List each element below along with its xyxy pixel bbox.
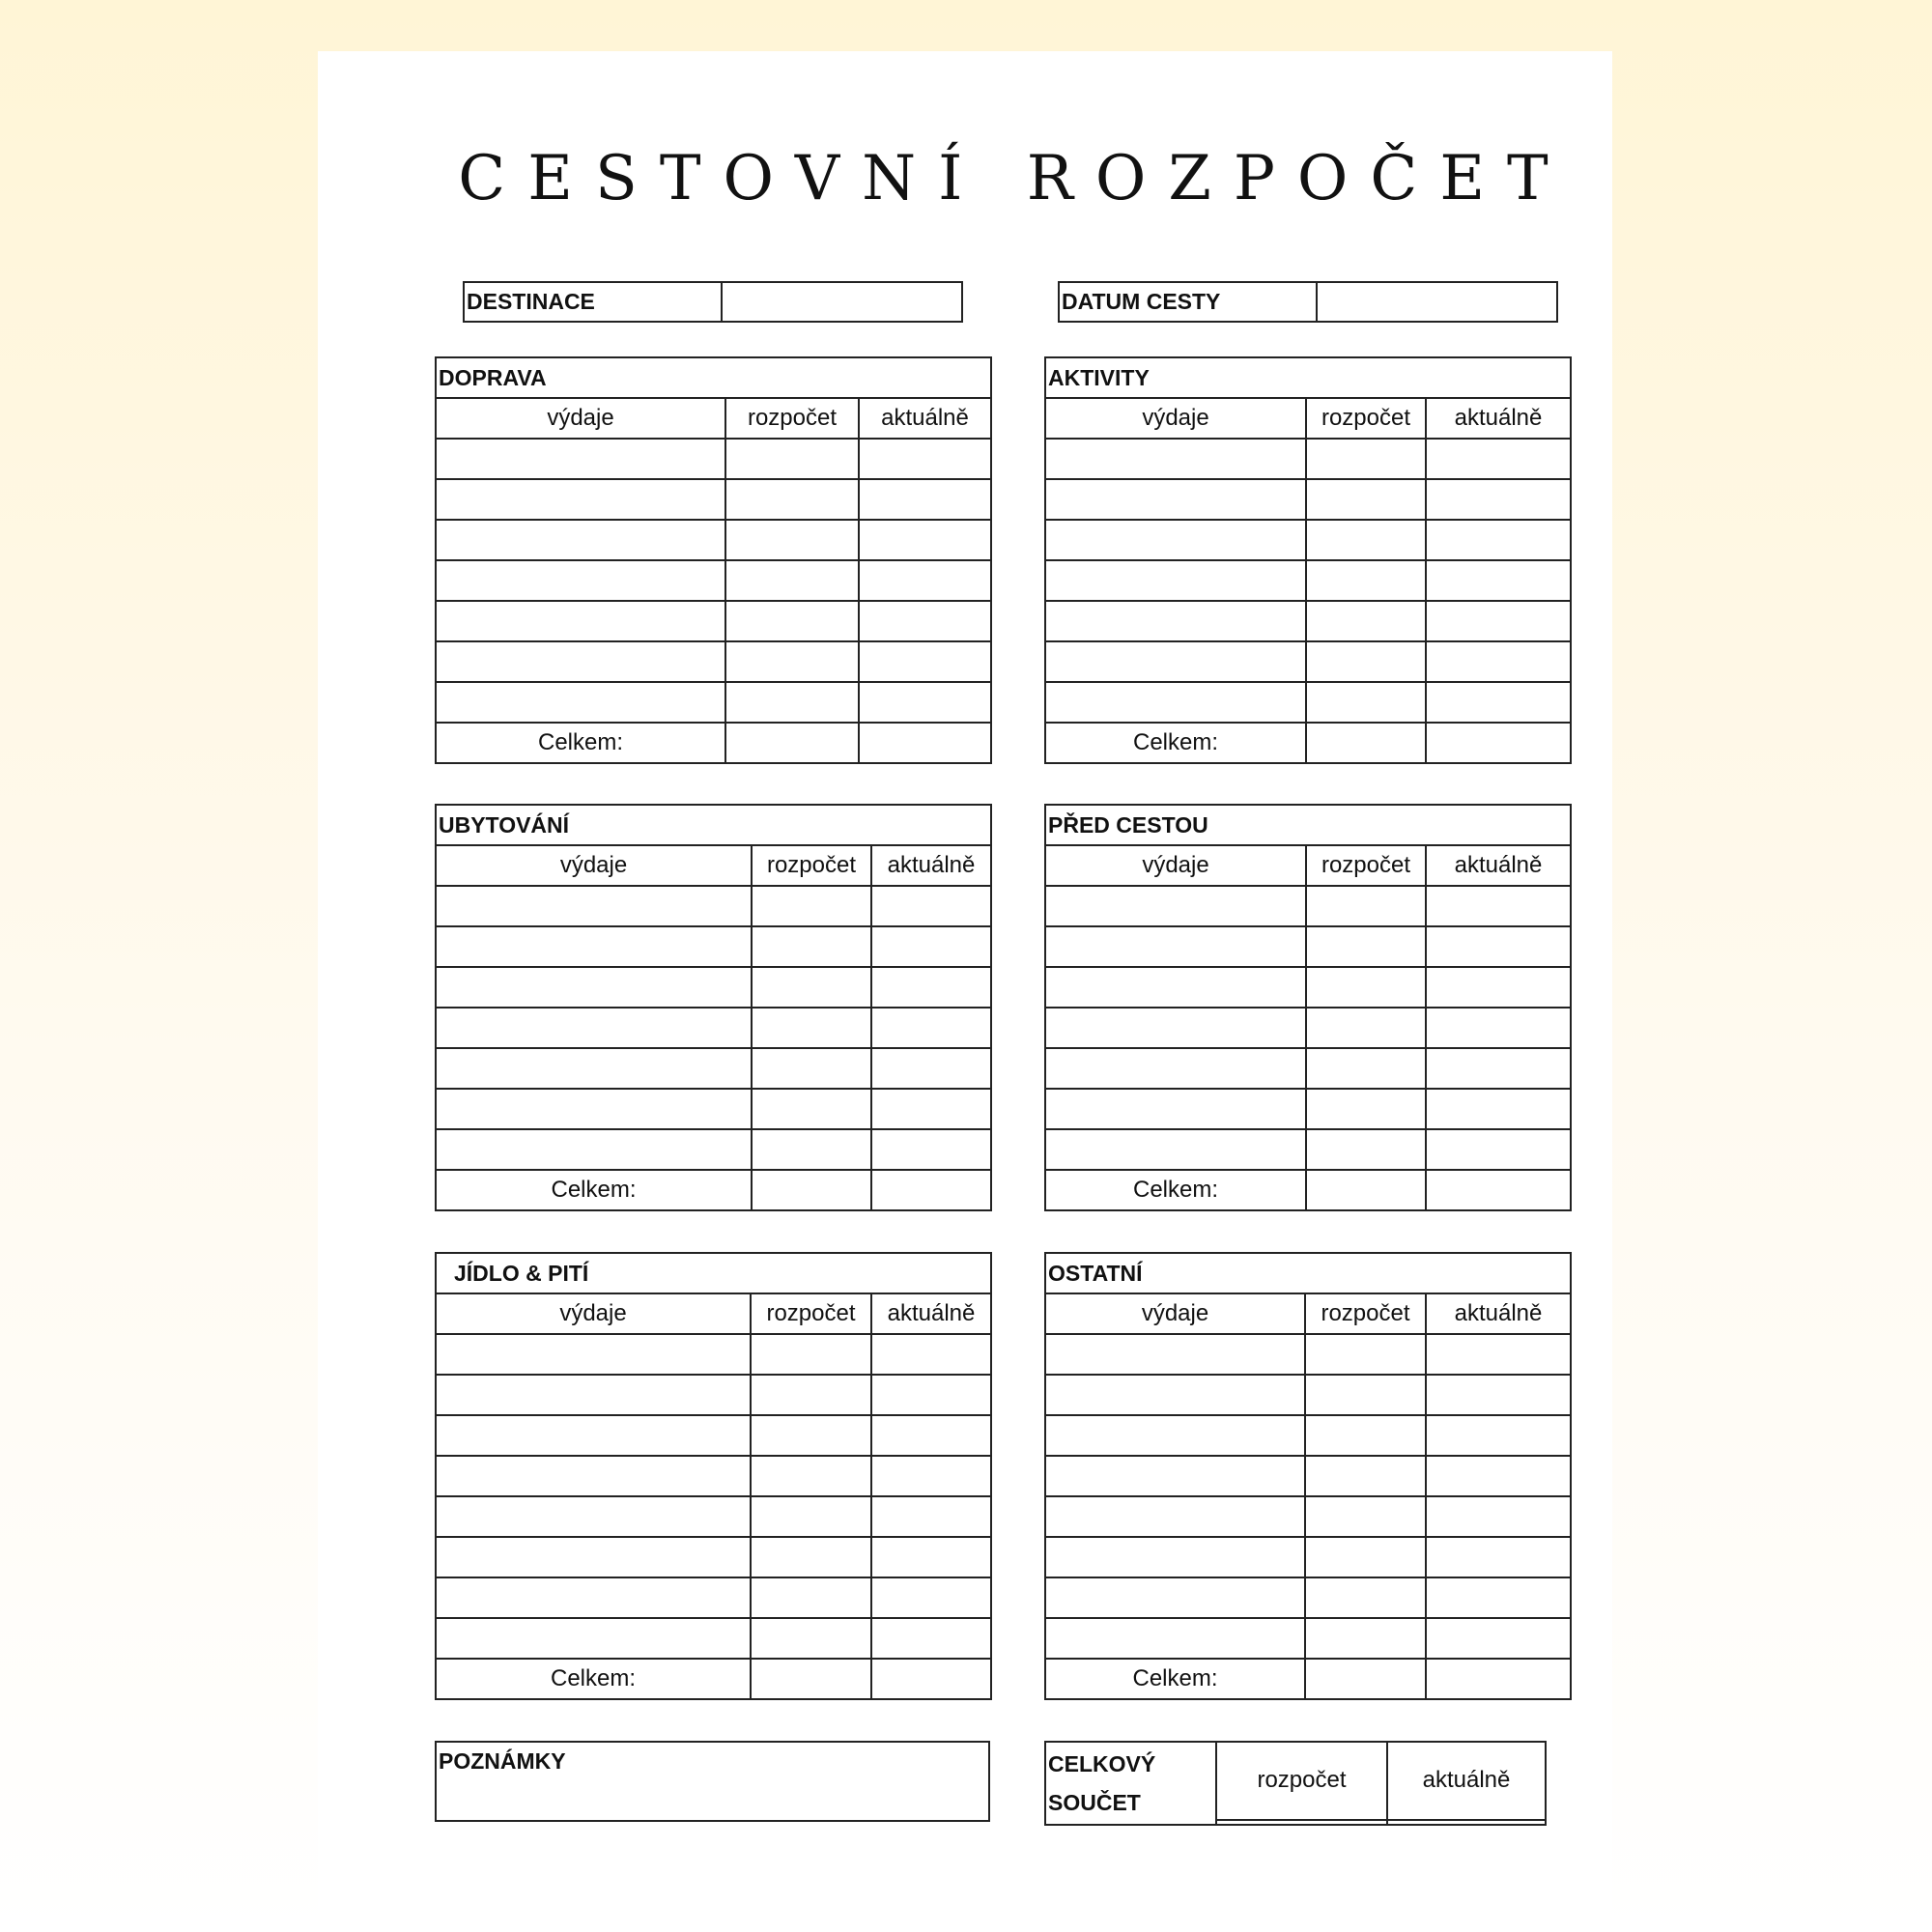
actual-cell[interactable]	[871, 1375, 991, 1415]
budget-table-accommodation	[435, 804, 992, 1211]
page-title: CESTOVNÍ ROZPOČET	[458, 143, 1571, 214]
expense-cell[interactable]	[1045, 439, 1306, 479]
actual-column-header: aktuálně	[1426, 845, 1571, 886]
budget-cell[interactable]	[752, 926, 871, 967]
actual-cell[interactable]	[1426, 1334, 1571, 1375]
actual-total-cell[interactable]	[871, 1170, 991, 1210]
table-row	[1045, 560, 1571, 601]
actual-cell[interactable]	[1426, 1375, 1571, 1415]
table-row	[436, 1008, 991, 1048]
budget-total-cell[interactable]	[1306, 723, 1426, 763]
section-title-row	[436, 357, 991, 398]
budget-cell[interactable]	[725, 439, 859, 479]
budget-cell[interactable]	[1306, 967, 1426, 1008]
table-row	[436, 439, 991, 479]
table-row	[436, 682, 991, 723]
expense-cell[interactable]	[436, 886, 752, 926]
budget-cell[interactable]	[752, 1089, 871, 1129]
notes-label: POZNÁMKY	[439, 1748, 566, 1774]
expense-cell[interactable]	[436, 1089, 752, 1129]
expense-cell[interactable]	[436, 560, 725, 601]
section-title-row	[436, 805, 991, 845]
expense-cell[interactable]	[1045, 1089, 1306, 1129]
budget-cell[interactable]	[1305, 1496, 1426, 1537]
section-title-row	[1045, 805, 1571, 845]
budget-cell[interactable]	[1306, 926, 1426, 967]
total-row	[436, 1659, 991, 1699]
budget-table-other	[1044, 1252, 1572, 1700]
actual-cell[interactable]	[1426, 1456, 1571, 1496]
actual-cell[interactable]	[1426, 1129, 1571, 1170]
actual-cell[interactable]	[1426, 641, 1571, 682]
total-label: Celkem:	[1045, 1659, 1305, 1699]
expense-cell[interactable]	[1045, 1334, 1305, 1375]
table-row	[1045, 439, 1571, 479]
expense-cell[interactable]	[436, 1618, 751, 1659]
budget-total-cell[interactable]	[725, 723, 859, 763]
expense-cell[interactable]	[1045, 1415, 1305, 1456]
budget-table-transport	[435, 356, 992, 764]
expense-cell[interactable]	[1045, 1496, 1305, 1537]
budget-cell[interactable]	[752, 967, 871, 1008]
total-label: Celkem:	[436, 1170, 752, 1210]
grand-total-label-line2: SOUČET	[1048, 1790, 1141, 1815]
section-title: UBYTOVÁNÍ	[436, 805, 991, 845]
actual-cell[interactable]	[859, 520, 991, 560]
budget-cell[interactable]	[751, 1577, 871, 1618]
expense-cell[interactable]	[436, 1415, 751, 1456]
actual-cell[interactable]	[1426, 1577, 1571, 1618]
trip-date-input[interactable]	[1318, 283, 1556, 321]
expense-cell[interactable]	[1045, 560, 1306, 601]
expense-cell[interactable]	[436, 641, 725, 682]
trip-date-field	[1058, 281, 1558, 323]
trip-date-label: DATUM CESTY	[1060, 283, 1318, 321]
expense-cell[interactable]	[1045, 1008, 1306, 1048]
budget-total-cell[interactable]	[1306, 1170, 1426, 1210]
actual-cell[interactable]	[871, 967, 991, 1008]
section-title-row	[1045, 357, 1571, 398]
actual-cell[interactable]	[1426, 439, 1571, 479]
table-row	[436, 926, 991, 967]
section-title: DOPRAVA	[436, 357, 991, 398]
actual-cell[interactable]	[1426, 1089, 1571, 1129]
section-title-row	[436, 1253, 991, 1293]
budget-cell[interactable]	[1305, 1415, 1426, 1456]
table-row	[1045, 886, 1571, 926]
expense-column-header: výdaje	[1045, 398, 1306, 439]
budget-column-header: rozpočet	[752, 845, 871, 886]
budget-column-header: rozpočet	[1306, 845, 1426, 886]
actual-cell[interactable]	[871, 1537, 991, 1577]
table-row	[1045, 520, 1571, 560]
actual-cell[interactable]	[1426, 926, 1571, 967]
budget-cell[interactable]	[751, 1375, 871, 1415]
budget-cell[interactable]	[1305, 1375, 1426, 1415]
budget-cell[interactable]	[751, 1415, 871, 1456]
total-row	[436, 723, 991, 763]
total-label: Celkem:	[436, 723, 725, 763]
actual-cell[interactable]	[871, 886, 991, 926]
actual-total-cell[interactable]	[859, 723, 991, 763]
column-header-row	[1045, 1293, 1571, 1334]
grand-total-actual-cell[interactable]	[1387, 1820, 1546, 1825]
budget-column-header: rozpočet	[725, 398, 859, 439]
table-row	[1045, 1129, 1571, 1170]
budget-cell[interactable]	[751, 1537, 871, 1577]
budget-cell[interactable]	[751, 1334, 871, 1375]
column-header-row	[436, 398, 991, 439]
expense-column-header: výdaje	[1045, 1293, 1305, 1334]
grand-total-table	[1044, 1741, 1547, 1826]
table-row	[1045, 601, 1571, 641]
grand-total-label	[1045, 1742, 1216, 1825]
actual-cell[interactable]	[871, 1334, 991, 1375]
expense-cell[interactable]	[1045, 886, 1306, 926]
column-header-row	[436, 845, 991, 886]
budget-table-food-drink	[435, 1252, 992, 1700]
actual-total-cell[interactable]	[871, 1659, 991, 1699]
expense-cell[interactable]	[436, 1496, 751, 1537]
actual-column-header: aktuálně	[859, 398, 991, 439]
budget-cell[interactable]	[1306, 560, 1426, 601]
notes-box[interactable]	[435, 1741, 990, 1822]
actual-cell[interactable]	[859, 682, 991, 723]
expense-cell[interactable]	[436, 1129, 752, 1170]
actual-cell[interactable]	[1426, 1537, 1571, 1577]
table-row	[436, 1129, 991, 1170]
actual-total-cell[interactable]	[1426, 723, 1571, 763]
actual-cell[interactable]	[871, 1496, 991, 1537]
budget-cell[interactable]	[1306, 886, 1426, 926]
table-row	[436, 1496, 991, 1537]
actual-column-header: aktuálně	[1426, 1293, 1571, 1334]
destination-field	[463, 281, 963, 323]
actual-column-header: aktuálně	[871, 1293, 991, 1334]
total-label: Celkem:	[1045, 1170, 1306, 1210]
table-row	[1045, 1496, 1571, 1537]
budget-cell[interactable]	[725, 601, 859, 641]
expense-cell[interactable]	[1045, 479, 1306, 520]
table-row	[1045, 1334, 1571, 1375]
expense-cell[interactable]	[436, 1375, 751, 1415]
expense-cell[interactable]	[436, 520, 725, 560]
table-row	[1045, 1089, 1571, 1129]
table-row	[436, 1415, 991, 1456]
actual-column-header: aktuálně	[871, 845, 991, 886]
expense-column-header: výdaje	[436, 845, 752, 886]
table-row	[436, 520, 991, 560]
expense-cell[interactable]	[1045, 1129, 1306, 1170]
total-row	[1045, 723, 1571, 763]
budget-cell[interactable]	[1306, 682, 1426, 723]
actual-cell[interactable]	[1426, 520, 1571, 560]
table-row	[436, 886, 991, 926]
table-row	[1045, 1008, 1571, 1048]
budget-cell[interactable]	[1306, 439, 1426, 479]
table-row	[1045, 1375, 1571, 1415]
budget-cell[interactable]	[1305, 1577, 1426, 1618]
expense-cell[interactable]	[1045, 1375, 1305, 1415]
expense-cell[interactable]	[436, 1577, 751, 1618]
actual-cell[interactable]	[871, 1577, 991, 1618]
table-row	[436, 560, 991, 601]
actual-cell[interactable]	[1426, 967, 1571, 1008]
table-row	[1045, 1618, 1571, 1659]
actual-column-header: aktuálně	[1426, 398, 1571, 439]
table-row	[436, 601, 991, 641]
budget-cell[interactable]	[1306, 1129, 1426, 1170]
table-row	[436, 1537, 991, 1577]
destination-input[interactable]	[723, 283, 961, 321]
expense-column-header: výdaje	[1045, 845, 1306, 886]
table-row	[1045, 479, 1571, 520]
grand-total-budget-cell[interactable]	[1216, 1820, 1387, 1825]
expense-cell[interactable]	[1045, 967, 1306, 1008]
grand-total-budget-header: rozpočet	[1216, 1742, 1387, 1820]
actual-cell[interactable]	[1426, 1618, 1571, 1659]
expense-cell[interactable]	[1045, 641, 1306, 682]
budget-cell[interactable]	[725, 479, 859, 520]
budget-cell[interactable]	[1306, 1008, 1426, 1048]
expense-cell[interactable]	[436, 1008, 752, 1048]
budget-cell[interactable]	[1305, 1537, 1426, 1577]
actual-cell[interactable]	[1426, 1415, 1571, 1456]
actual-cell[interactable]	[871, 1048, 991, 1089]
actual-cell[interactable]	[871, 1456, 991, 1496]
actual-cell[interactable]	[871, 926, 991, 967]
actual-cell[interactable]	[1426, 1496, 1571, 1537]
budget-cell[interactable]	[725, 682, 859, 723]
expense-cell[interactable]	[1045, 601, 1306, 641]
budget-total-cell[interactable]	[1305, 1659, 1426, 1699]
actual-cell[interactable]	[871, 1089, 991, 1129]
actual-cell[interactable]	[1426, 1048, 1571, 1089]
actual-cell[interactable]	[1426, 560, 1571, 601]
expense-column-header: výdaje	[436, 398, 725, 439]
budget-cell[interactable]	[751, 1456, 871, 1496]
actual-cell[interactable]	[871, 1129, 991, 1170]
table-row	[436, 1618, 991, 1659]
expense-cell[interactable]	[436, 439, 725, 479]
actual-cell[interactable]	[1426, 682, 1571, 723]
grand-total-label-line1: CELKOVÝ	[1048, 1751, 1156, 1776]
total-row	[436, 1170, 991, 1210]
table-row	[1045, 1048, 1571, 1089]
actual-total-cell[interactable]	[1426, 1659, 1571, 1699]
budget-cell[interactable]	[725, 560, 859, 601]
budget-table-before-trip	[1044, 804, 1572, 1211]
budget-cell[interactable]	[752, 1129, 871, 1170]
table-row	[1045, 1415, 1571, 1456]
budget-cell[interactable]	[1305, 1456, 1426, 1496]
section-title-row	[1045, 1253, 1571, 1293]
table-row	[436, 1089, 991, 1129]
expense-cell[interactable]	[1045, 520, 1306, 560]
expense-cell[interactable]	[436, 1048, 752, 1089]
table-row	[1045, 682, 1571, 723]
actual-cell[interactable]	[1426, 1008, 1571, 1048]
actual-cell[interactable]	[859, 641, 991, 682]
budget-cell[interactable]	[1305, 1334, 1426, 1375]
actual-cell[interactable]	[871, 1618, 991, 1659]
expense-cell[interactable]	[436, 1334, 751, 1375]
actual-cell[interactable]	[1426, 601, 1571, 641]
budget-table-activities	[1044, 356, 1572, 764]
table-row	[1045, 1537, 1571, 1577]
budget-cell[interactable]	[751, 1618, 871, 1659]
budget-total-cell[interactable]	[752, 1170, 871, 1210]
table-row	[436, 641, 991, 682]
budget-cell[interactable]	[1306, 641, 1426, 682]
budget-cell[interactable]	[752, 886, 871, 926]
section-title: JÍDLO & PITÍ	[436, 1253, 991, 1293]
actual-cell[interactable]	[859, 479, 991, 520]
table-row	[1045, 1577, 1571, 1618]
budget-cell[interactable]	[1305, 1618, 1426, 1659]
table-row	[436, 1334, 991, 1375]
budget-cell[interactable]	[751, 1496, 871, 1537]
destination-label: DESTINACE	[465, 283, 723, 321]
expense-column-header: výdaje	[436, 1293, 751, 1334]
table-row	[1045, 967, 1571, 1008]
total-label: Celkem:	[436, 1659, 751, 1699]
table-row	[436, 1048, 991, 1089]
budget-column-header: rozpočet	[1305, 1293, 1426, 1334]
budget-cell[interactable]	[1306, 1048, 1426, 1089]
table-row	[436, 1375, 991, 1415]
expense-cell[interactable]	[1045, 926, 1306, 967]
table-row	[436, 479, 991, 520]
budget-cell[interactable]	[725, 520, 859, 560]
actual-cell[interactable]	[859, 560, 991, 601]
column-header-row	[1045, 398, 1571, 439]
budget-column-header: rozpočet	[1306, 398, 1426, 439]
expense-cell[interactable]	[1045, 1577, 1305, 1618]
expense-cell[interactable]	[1045, 1456, 1305, 1496]
budget-cell[interactable]	[752, 1008, 871, 1048]
table-row	[436, 967, 991, 1008]
total-row	[1045, 1170, 1571, 1210]
expense-cell[interactable]	[1045, 1537, 1305, 1577]
actual-cell[interactable]	[1426, 886, 1571, 926]
table-row	[436, 1456, 991, 1496]
budget-cell[interactable]	[1306, 601, 1426, 641]
actual-cell[interactable]	[1426, 479, 1571, 520]
actual-cell[interactable]	[871, 1415, 991, 1456]
column-header-row	[1045, 845, 1571, 886]
table-row	[436, 1577, 991, 1618]
budget-cell[interactable]	[752, 1048, 871, 1089]
budget-cell[interactable]	[725, 641, 859, 682]
budget-total-cell[interactable]	[751, 1659, 871, 1699]
actual-total-cell[interactable]	[1426, 1170, 1571, 1210]
actual-cell[interactable]	[871, 1008, 991, 1048]
actual-cell[interactable]	[859, 601, 991, 641]
expense-cell[interactable]	[436, 1456, 751, 1496]
table-row	[1045, 926, 1571, 967]
budget-column-header: rozpočet	[751, 1293, 871, 1334]
expense-cell[interactable]	[436, 601, 725, 641]
expense-cell[interactable]	[436, 1537, 751, 1577]
expense-cell[interactable]	[436, 682, 725, 723]
expense-cell[interactable]	[1045, 1618, 1305, 1659]
expense-cell[interactable]	[436, 479, 725, 520]
table-row	[1045, 1456, 1571, 1496]
expense-cell[interactable]	[1045, 1048, 1306, 1089]
budget-cell[interactable]	[1306, 479, 1426, 520]
expense-cell[interactable]	[436, 926, 752, 967]
actual-cell[interactable]	[859, 439, 991, 479]
budget-cell[interactable]	[1306, 1089, 1426, 1129]
total-row	[1045, 1659, 1571, 1699]
budget-cell[interactable]	[1306, 520, 1426, 560]
section-title: OSTATNÍ	[1045, 1253, 1571, 1293]
table-row	[1045, 641, 1571, 682]
section-title: PŘED CESTOU	[1045, 805, 1571, 845]
column-header-row	[436, 1293, 991, 1334]
total-label: Celkem:	[1045, 723, 1306, 763]
section-title: AKTIVITY	[1045, 357, 1571, 398]
expense-cell[interactable]	[1045, 682, 1306, 723]
expense-cell[interactable]	[436, 967, 752, 1008]
grand-total-actual-header: aktuálně	[1387, 1742, 1546, 1820]
